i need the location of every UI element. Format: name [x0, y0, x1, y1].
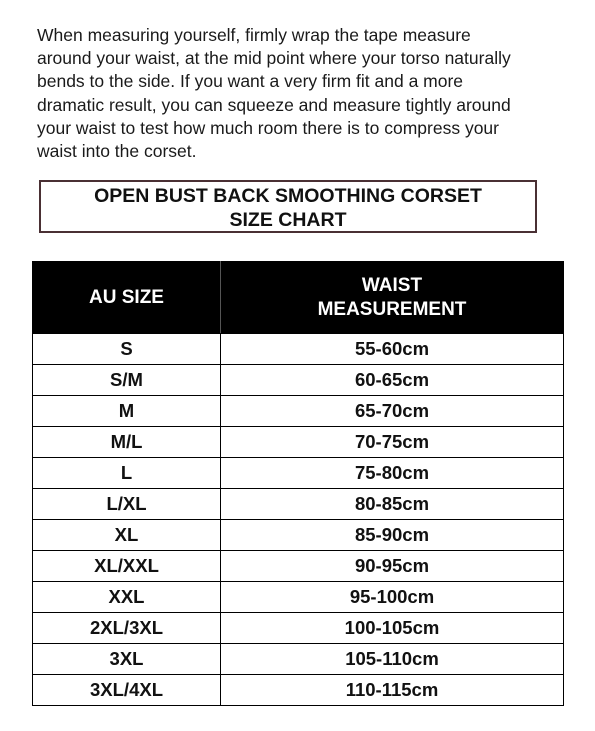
waist-cell: 75-80cm: [221, 458, 564, 489]
table-row: [33, 520, 564, 551]
chart-title-line1: OPEN BUST BACK SMOOTHING CORSET: [94, 185, 482, 207]
waist-cell: 110-115cm: [221, 675, 564, 706]
size-cell: XL: [33, 520, 221, 551]
waist-cell: 80-85cm: [221, 489, 564, 520]
table-row: [33, 458, 564, 489]
size-cell: L/XL: [33, 489, 221, 520]
instructions-line: your waist to test how much room there is to compress your: [37, 117, 499, 138]
size-cell: S/M: [33, 365, 221, 396]
size-cell: 3XL: [33, 644, 221, 675]
instructions-line: bends to the side. If you want a very firm fit and a more: [37, 71, 464, 92]
waist-cell: 105-110cm: [221, 644, 564, 675]
table-row: [33, 365, 564, 396]
waist-measurement-header: [221, 262, 564, 334]
waist-cell: 70-75cm: [221, 427, 564, 458]
size-cell: XXL: [33, 582, 221, 613]
table-row: [33, 644, 564, 675]
waist-cell: 90-95cm: [221, 551, 564, 582]
instructions-line: around your waist, at the mid point where your torso naturally: [37, 48, 511, 69]
waist-cell: 60-65cm: [221, 365, 564, 396]
table-row: [33, 582, 564, 613]
chart-title-box: [39, 180, 537, 233]
table-row: [33, 675, 564, 706]
waist-header-line1: WAIST: [361, 274, 423, 296]
size-cell: M/L: [33, 427, 221, 458]
size-cell: S: [33, 334, 221, 365]
table-row: [33, 427, 564, 458]
waist-cell: 65-70cm: [221, 396, 564, 427]
chart-title-line2: SIZE CHART: [229, 209, 347, 231]
au-size-header: AU SIZE: [33, 262, 221, 334]
instructions-line: waist into the corset.: [37, 141, 197, 162]
measuring-instructions: [37, 24, 567, 163]
table-header-row: [33, 262, 564, 334]
size-cell: 3XL/4XL: [33, 675, 221, 706]
table-row: [33, 613, 564, 644]
size-cell: 2XL/3XL: [33, 613, 221, 644]
size-chart-table: [32, 261, 564, 706]
table-row: [33, 551, 564, 582]
size-cell: M: [33, 396, 221, 427]
waist-cell: 85-90cm: [221, 520, 564, 551]
size-cell: L: [33, 458, 221, 489]
table-row: [33, 489, 564, 520]
instructions-line: When measuring yourself, firmly wrap the tape measure: [37, 25, 471, 45]
waist-cell: 55-60cm: [221, 334, 564, 365]
waist-cell: 95-100cm: [221, 582, 564, 613]
size-rows: [33, 334, 564, 706]
table-row: [33, 396, 564, 427]
size-cell: XL/XXL: [33, 551, 221, 582]
table-row: [33, 334, 564, 365]
instructions-line: dramatic result, you can squeeze and measure tightly around: [37, 94, 511, 115]
waist-cell: 100-105cm: [221, 613, 564, 644]
waist-header-line2: MEASUREMENT: [317, 298, 467, 320]
